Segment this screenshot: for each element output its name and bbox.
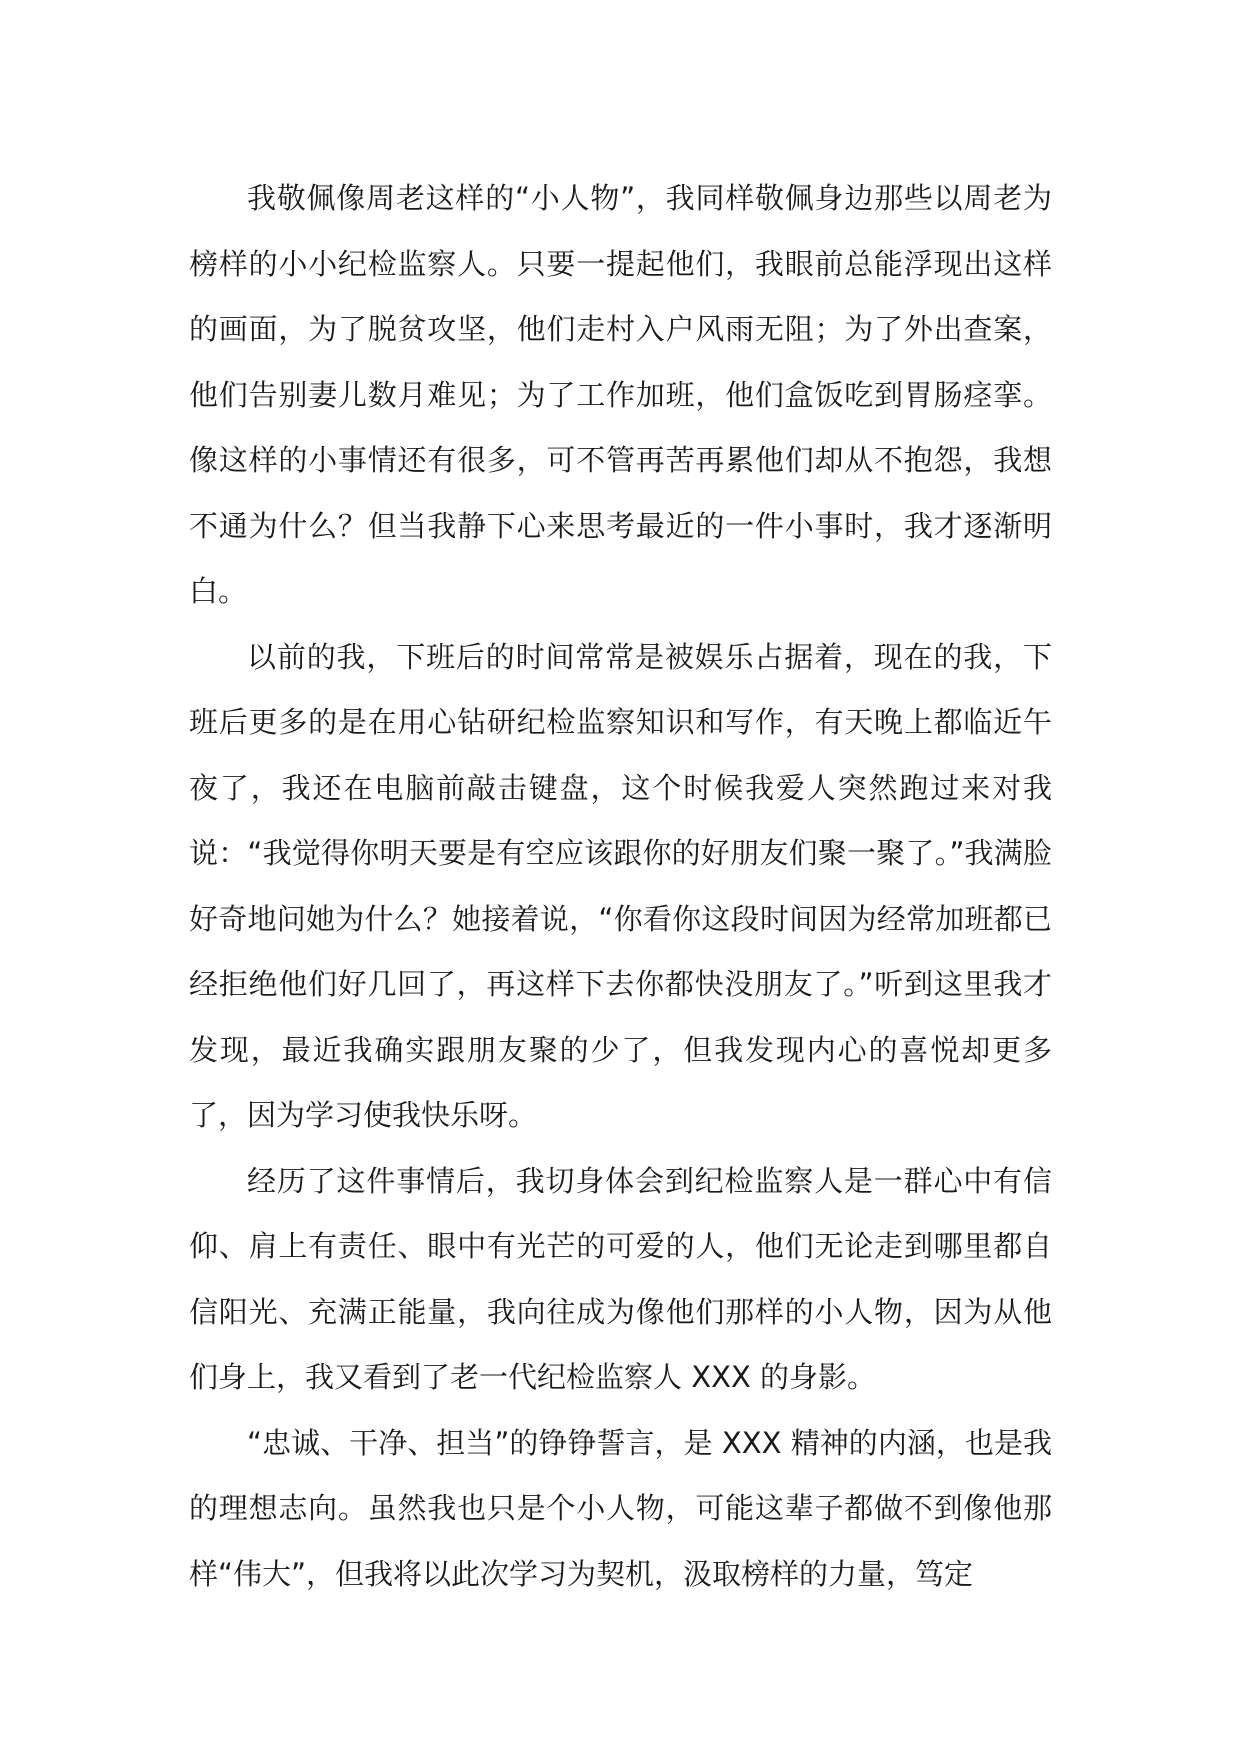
paragraph-2: 以前的我，下班后的时间常常是被娱乐占据着，现在的我，下班后更多的是在用心钻研纪检监察知识和写作，有天晚上都临近午夜了，我还在电脑前敲击键盘，这个时候我爱人突然跑过来对我说：“我觉得你明天要是有空应该跟你的好朋友们聚一聚了。”我满脸好奇地问她为什么？她接着说，“你看你这段时间因为经常加班都已经拒绝他们好几回了，再这样下去你都快没朋友了。”听到这里我才发现，最近我确实跟朋友聚的少了，但我发现内心的喜悦却更多了，因为学习使我快乐呀。 bbox=[189, 639, 1052, 1132]
paragraph-4: “忠诚、干净、担当”的铮铮誓言，是 XXX 精神的内涵，也是我的理想志向。虽然我也只是个小人物，可能这辈子都做不到像他那样“伟大”，但我将以此次学习为契机，汲取榜样的力量，笃定 bbox=[189, 1425, 1052, 1591]
paragraph-1: 我敬佩像周老这样的“小人物”，我同样敬佩身边那些以周老为榜样的小小纪检监察人。只要一提起他们，我眼前总能浮现出这样的画面，为了脱贫攻坚，他们走村入户风雨无阻；为了外出查案，他们告别妻儿数月难见；为了工作加班，他们盒饭吃到胃肠痉挛。像这样的小事情还有很多，可不管再苦再累他们却从不抱怨，我想不通为什么？但当我静下心来思考最近的一件小事时，我才逐渐明白。 bbox=[189, 181, 1052, 608]
document-body bbox=[189, 166, 1052, 1607]
paragraph-3: 经历了这件事情后，我切身体会到纪检监察人是一群心中有信仰、肩上有责任、眼中有光芒的可爱的人，他们无论走到哪里都自信阳光、充满正能量，我向往成为像他们那样的小人物，因为从他们身上，我又看到了老一代纪检监察人 XXX 的身影。 bbox=[189, 1163, 1052, 1394]
